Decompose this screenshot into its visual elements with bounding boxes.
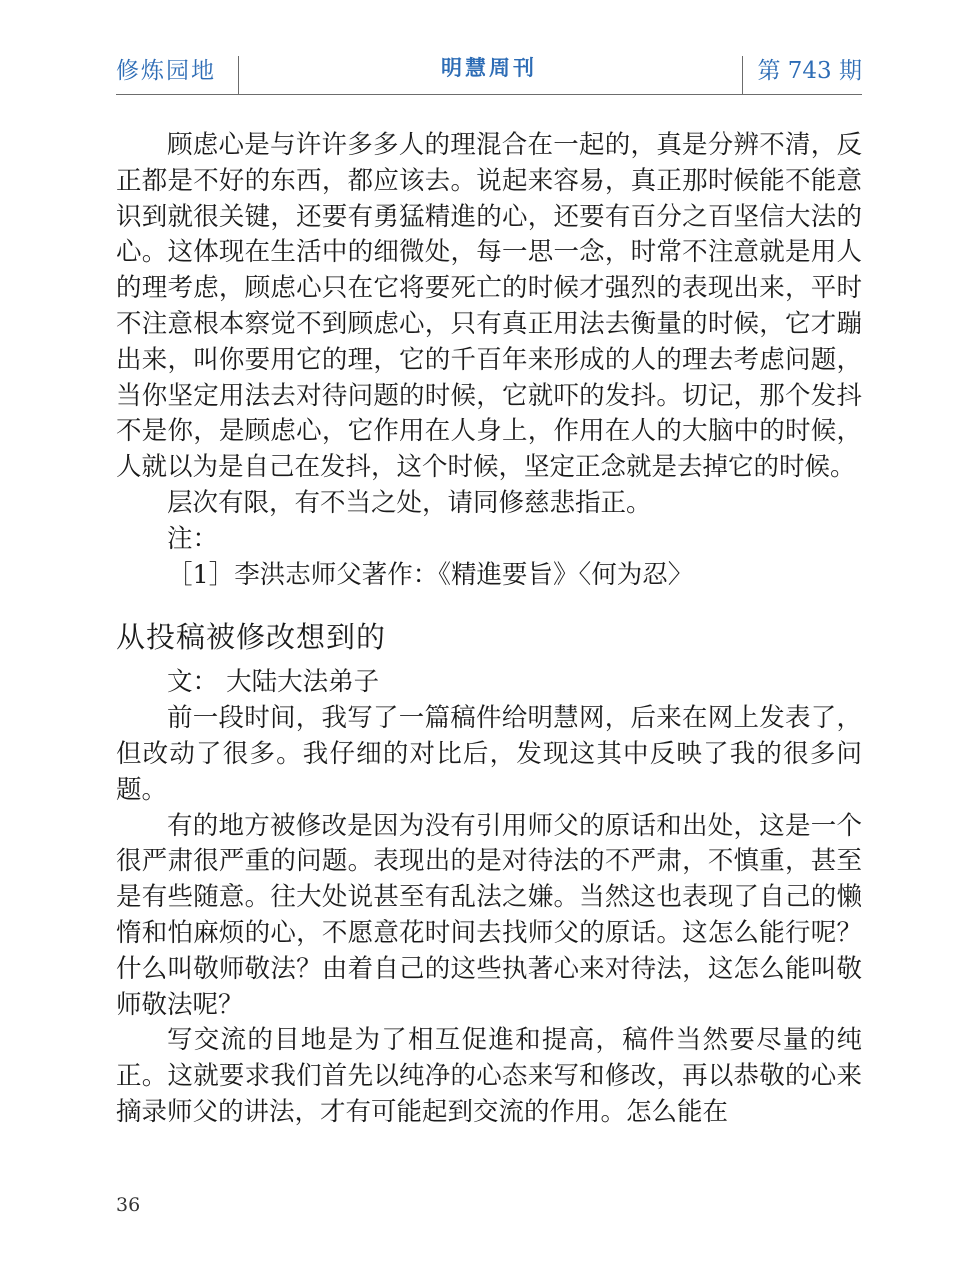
page-header [116, 44, 862, 95]
body-paragraph: 有的地方被修改是因为没有引用师父的原话和出处，这是一个很严肃很严重的问题。表现出的是对待法的不严肃，不慎重，甚至是有些随意。往大处说甚至有乱法之嫌。当然这也表现了自己的懒惰和怕麻烦的心，不愿意花时间去找师父的原话。这怎么能行呢？什么叫敬师敬法？由着自己的这些执著心来对待法，这怎么能叫敬师敬法呢？ [116, 810, 862, 1020]
footnote: ［1］李洪志师父著作：《精進要旨》〈何为忍〉 [167, 559, 694, 590]
article-title: 从投稿被修改想到的 [116, 620, 387, 655]
section-title: 修炼园地 [116, 58, 216, 84]
page-number: 36 [116, 1194, 141, 1216]
body-paragraph: 顾虑心是与许许多多人的理混合在一起的，真是分辨不清，反正都是不好的东西，都应该去。说起来容易，真正那时候能不能意识到就很关键，还要有勇猛精進的心，还要有百分之百坚信大法的心。这体现在生活中的细微处，每一思一念，时常不注意就是用人的理考虑，顾虑心只在它将要死亡的时候才强烈的表现出来，平时不注意根本察觉不到顾虑心，只有真正用法去衡量的时候，它才蹦出来，叫你要用它的理，它的千百年来形成的人的理去考虑问题，当你坚定用法去对待问题的时候，它就吓的发抖。切记，那个发抖不是你，是顾虑心，它作用在人身上，作用在人的大脑中的时候，人就以为是自己在发抖，这个时候，坚定正念就是去掉它的时候。 [116, 130, 862, 483]
page-body [116, 128, 862, 1131]
body-paragraph: 层次有限，有不当之处，请同修慈悲指正。 [167, 487, 652, 518]
note-label: 注： [167, 523, 219, 554]
body-paragraph: 前一段时间，我写了一篇稿件给明慧网，后来在网上发表了，但改动了很多。我仔细的对比后，发现这其中反映了我的很多问题。 [116, 703, 862, 805]
publication-title: 明慧周刊 [441, 56, 537, 80]
body-paragraph: 写交流的目地是为了相互促進和提高，稿件当然要尽量的纯正。这就要求我们首先以纯净的心态来写和修改，再以恭敬的心来摘录师父的讲法，才有可能起到交流的作用。怎么能在 [116, 1025, 862, 1127]
header-divider [742, 56, 743, 94]
issue-number: 第 743 期 [757, 58, 862, 84]
article-byline: 文： 大陆大法弟子 [167, 667, 380, 698]
